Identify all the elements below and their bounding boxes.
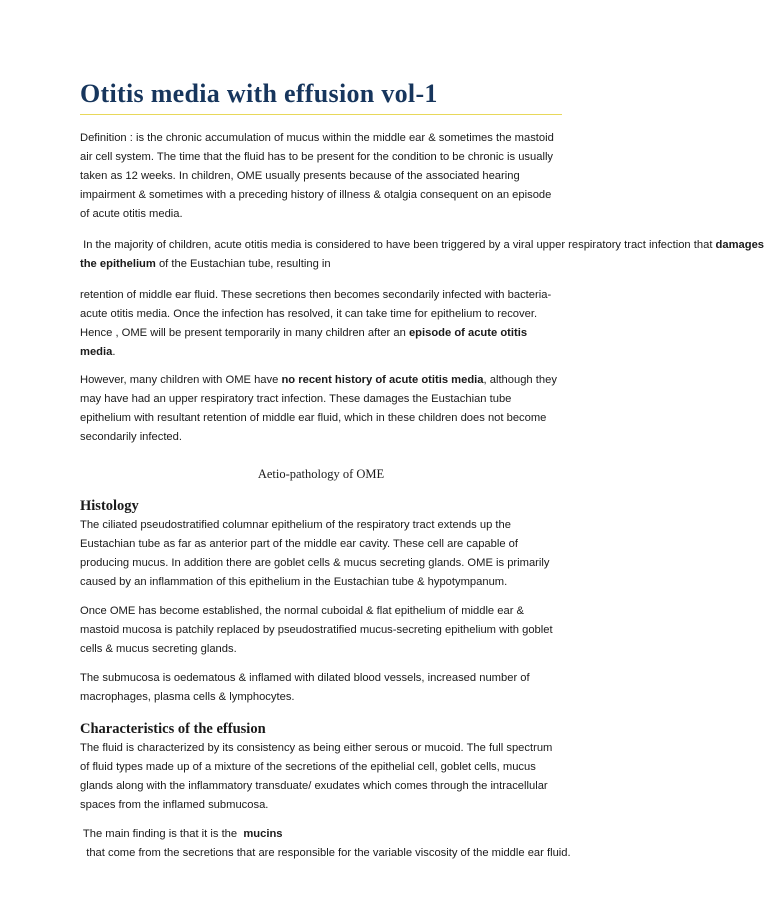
paragraph-no-history: [80, 371, 562, 447]
document-title: Otitis media with effusion vol-1: [80, 78, 562, 115]
emphasis-text: no recent history of acute otitis media: [281, 374, 484, 386]
paragraph-text: .: [112, 346, 116, 358]
document-body: [80, 78, 764, 863]
emphasis-text: damages the epithelium: [80, 239, 764, 270]
paragraph-text: The main finding is that it is the: [80, 828, 244, 840]
paragraph-retention: [80, 286, 562, 362]
histology-paragraph-3: The submucosa is oedematous & inflamed with dilated blood vessels, increased number of macrophages, plasma cells & lymphocytes.: [80, 672, 530, 703]
histology-paragraph-1: The ciliated pseudostratified columnar epithelium of the respiratory tract extends up the Eustachian tube as far as anterior part of the middle ear cavity. These cell are capable of producing mucus. In addition there are goblet cells & mucus secreting glands. OME is primarily caused by an inflammation of this epithelium in the Eustachian tube & hypotympanum.: [80, 519, 550, 588]
histology-paragraph-2: Once OME has become established, the normal cuboidal & flat epithelium of middle ear & mastoid mucosa is patchily replaced by pseudostratified mucus-secreting epithelium with goblet cells & mucus secreting glands.: [80, 605, 553, 655]
paragraph-text: In the majority of children, acute otitis media is considered to have been triggered by a viral upper respiratory tract infection that: [80, 239, 716, 251]
paragraph-viral-trigger: [80, 236, 764, 274]
paragraph-text: However, many children with OME have: [80, 374, 282, 386]
characteristics-paragraph-1: The fluid is characterized by its consistency as being either serous or mucoid. The full spectrum of fluid types made up of a mixture of the secretions of the epithelial cell, goblet cells, mucus glands along with the inflammatory transduate/ exudates which comes through the intracellular spaces from the inflamed submucosa.: [80, 742, 553, 811]
characteristics-heading: Characteristics of the effusion: [80, 721, 266, 737]
emphasis-text: episode of acute otitis media: [80, 327, 528, 358]
paragraph-text: retention of middle ear fluid. These secretions then becomes secondarily infected with bacteria-acute otitis media. Once the infection has resolved, it can take time for epithelium to recover. Hence , OME will be present temporarily in many children after an: [80, 289, 552, 339]
paragraph-text: of the Eustachian tube, resulting in: [155, 258, 331, 270]
paragraph-text: that come from the secretions that are responsible for the variable viscosity of the middle ear fluid.: [80, 847, 571, 859]
definition-paragraph: Definition : is the chronic accumulation of mucus within the middle ear & sometimes the mastoid air cell system. The time that the fluid has to be present for the condition to be chronic is usually taken as 12 weeks. In children, OME usually presents because of the associated hearing impairment & sometimes with a preceding history of illness & otalgia consequent on an episode of acute otitis media.: [80, 132, 554, 220]
aetio-pathology-heading: Aetio-pathology of OME: [257, 467, 385, 481]
characteristics-paragraph-2: [80, 825, 571, 863]
emphasis-text: mucins: [243, 828, 283, 840]
paragraph-text: , although they may have had an upper respiratory tract infection. These damages the Eustachian tube epithelium with resultant retention of middle ear fluid, which in these children does not become secondarily infected.: [80, 374, 557, 443]
histology-heading: Histology: [80, 498, 139, 514]
